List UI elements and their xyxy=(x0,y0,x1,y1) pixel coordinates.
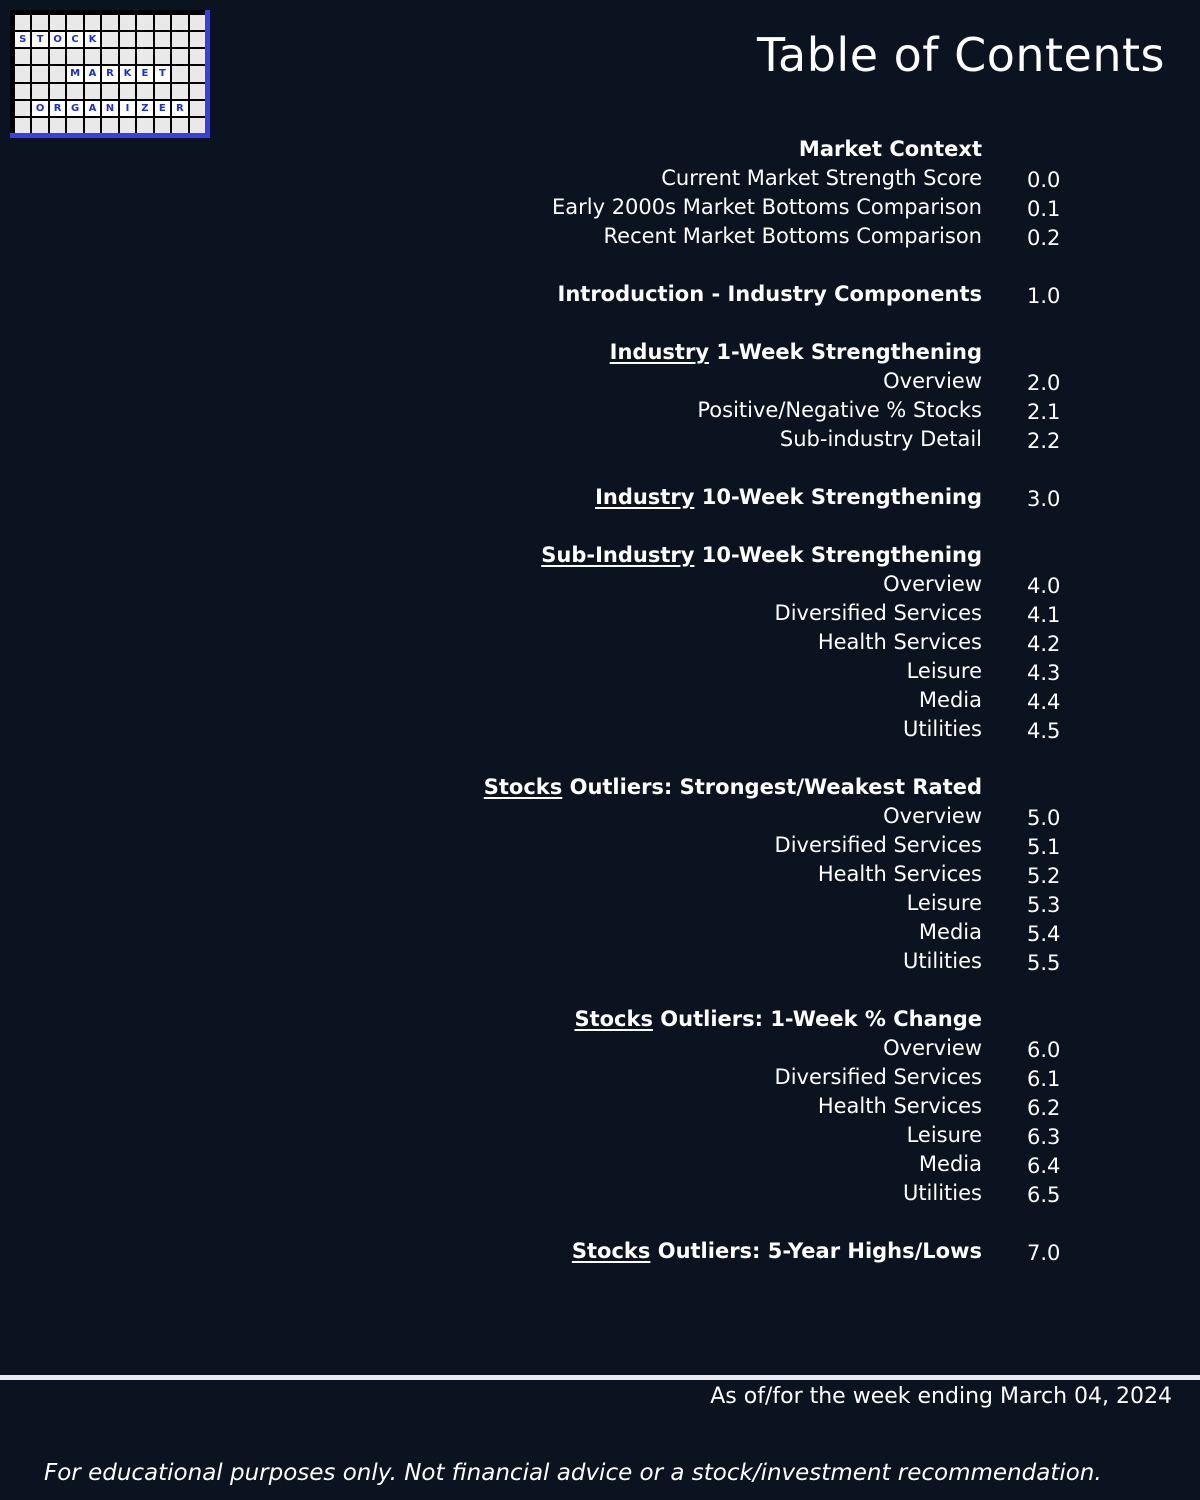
toc-entry[interactable] xyxy=(0,918,1200,947)
toc-entry-number: 5.4 xyxy=(1027,922,1061,946)
toc-entry-label: Diversified Services xyxy=(774,1065,982,1089)
toc-entry[interactable] xyxy=(0,860,1200,889)
toc-entry-number: 5.1 xyxy=(1027,835,1061,859)
logo-blank-cell xyxy=(67,49,82,64)
logo-blank-cell xyxy=(190,84,205,99)
toc-entry-label: Leisure xyxy=(906,659,982,683)
toc-entry[interactable] xyxy=(0,222,1200,251)
logo-blank-cell xyxy=(190,15,205,30)
toc-entry[interactable] xyxy=(0,425,1200,454)
logo-blank-cell xyxy=(85,15,100,30)
toc-entry-number: 4.3 xyxy=(1027,661,1061,685)
toc-entry[interactable] xyxy=(0,947,1200,976)
logo-blank-cell xyxy=(120,49,135,64)
toc-entry-label: Utilities xyxy=(902,1181,982,1205)
toc-entry-label: Health Services xyxy=(817,862,982,886)
logo-blank-cell xyxy=(137,84,152,99)
disclaimer: For educational purposes only. Not financial advice or a stock/investment recommendation. xyxy=(44,1460,1102,1486)
toc-entry-number: 5.0 xyxy=(1027,806,1061,830)
toc-heading-label xyxy=(610,338,982,367)
toc-heading-label xyxy=(799,135,982,164)
logo-blank-cell xyxy=(67,84,82,99)
toc-entry-label: Media xyxy=(918,688,982,712)
section-spacer xyxy=(0,309,1200,338)
toc-entry-number: 4.2 xyxy=(1027,632,1061,656)
logo-letter-cell: T xyxy=(155,66,170,81)
toc-entry-label: Leisure xyxy=(906,1123,982,1147)
toc-section-number: 3.0 xyxy=(1027,487,1061,511)
toc-entry-number: 4.5 xyxy=(1027,719,1061,743)
logo-blank-cell xyxy=(15,84,30,99)
toc-heading-label xyxy=(484,773,982,802)
page-title: Table of Contents xyxy=(757,28,1165,82)
logo-letter-grid xyxy=(15,15,205,133)
toc-heading-underlined-term: Stocks xyxy=(483,775,563,799)
toc-section-heading[interactable] xyxy=(0,1005,1200,1034)
toc-entry[interactable] xyxy=(0,1063,1200,1092)
logo-letter-cell: A xyxy=(85,101,100,116)
logo-blank-cell xyxy=(172,15,187,30)
logo-blank-cell xyxy=(32,66,47,81)
toc-entry[interactable] xyxy=(0,715,1200,744)
toc-heading-text: 1-Week Strengthening xyxy=(709,340,982,364)
toc-entry[interactable] xyxy=(0,396,1200,425)
toc-entry-label: Overview xyxy=(883,1036,982,1060)
logo-blank-cell xyxy=(50,15,65,30)
logo-letter-cell: G xyxy=(67,101,82,116)
section-spacer xyxy=(0,251,1200,280)
logo-blank-cell xyxy=(172,66,187,81)
toc-entry-label: Media xyxy=(918,920,982,944)
logo-blank-cell xyxy=(50,49,65,64)
logo-blank-cell xyxy=(190,66,205,81)
toc-entry-label: Early 2000s Market Bottoms Comparison xyxy=(551,195,982,219)
section-spacer xyxy=(0,1208,1200,1237)
toc-entry-label: Positive/Negative % Stocks xyxy=(697,398,982,422)
logo-blank-cell xyxy=(50,66,65,81)
toc-section-heading[interactable] xyxy=(0,280,1200,309)
logo-letter-cell: K xyxy=(85,32,100,47)
toc-section-heading[interactable] xyxy=(0,541,1200,570)
logo-blank-cell xyxy=(32,84,47,99)
toc-entry-label: Sub-industry Detail xyxy=(779,427,982,451)
toc-entry-number: 2.1 xyxy=(1027,400,1061,424)
toc-entry[interactable] xyxy=(0,686,1200,715)
logo-blank-cell xyxy=(32,118,47,133)
logo-blank-cell xyxy=(120,118,135,133)
toc-heading-label xyxy=(541,541,982,570)
toc-entry[interactable] xyxy=(0,570,1200,599)
logo-blank-cell xyxy=(155,32,170,47)
logo-blank-cell xyxy=(120,84,135,99)
toc-entry-label: Overview xyxy=(883,804,982,828)
toc-section-number: 1.0 xyxy=(1027,284,1061,308)
logo-letter-cell: E xyxy=(155,101,170,116)
section-spacer xyxy=(0,454,1200,483)
toc-entry-label: Diversified Services xyxy=(774,601,982,625)
logo-letter-cell: S xyxy=(15,32,30,47)
logo-blank-cell xyxy=(50,84,65,99)
logo-blank-cell xyxy=(67,15,82,30)
toc-entry-label: Overview xyxy=(883,572,982,596)
logo-letter-cell: N xyxy=(102,101,117,116)
toc-entry-number: 6.4 xyxy=(1027,1154,1061,1178)
logo-blank-cell xyxy=(172,118,187,133)
toc-entry-number: 6.2 xyxy=(1027,1096,1061,1120)
logo-blank-cell xyxy=(120,15,135,30)
logo-blank-cell xyxy=(32,15,47,30)
toc-entry-number: 5.5 xyxy=(1027,951,1061,975)
logo-letter-cell: K xyxy=(120,66,135,81)
toc-heading-underlined-term: Sub-Industry xyxy=(541,543,695,567)
toc-heading-underlined-term: Industry xyxy=(595,485,695,509)
logo-blank-cell xyxy=(15,66,30,81)
toc-entry-label: Utilities xyxy=(902,717,982,741)
logo-blank-cell xyxy=(32,49,47,64)
toc-heading-underlined-term: Industry xyxy=(609,340,710,364)
toc-entry-number: 0.1 xyxy=(1027,197,1061,221)
logo-blank-cell xyxy=(172,49,187,64)
logo-blank-cell xyxy=(190,101,205,116)
toc-entry[interactable] xyxy=(0,1092,1200,1121)
toc-entry-number: 2.0 xyxy=(1027,371,1061,395)
toc-entry[interactable] xyxy=(0,831,1200,860)
table-of-contents xyxy=(0,135,1200,1266)
logo-blank-cell xyxy=(172,84,187,99)
toc-entry-label: Utilities xyxy=(902,949,982,973)
section-spacer xyxy=(0,512,1200,541)
toc-entry-label: Diversified Services xyxy=(774,833,982,857)
toc-entry-number: 6.1 xyxy=(1027,1067,1061,1091)
logo-blank-cell xyxy=(137,15,152,30)
toc-entry-number: 5.3 xyxy=(1027,893,1061,917)
toc-entry-number: 2.2 xyxy=(1027,429,1061,453)
section-spacer xyxy=(0,744,1200,773)
logo-letter-cell: Z xyxy=(137,101,152,116)
logo-letter-cell: C xyxy=(67,32,82,47)
logo-blank-cell xyxy=(85,49,100,64)
logo-blank-cell xyxy=(155,49,170,64)
logo-blank-cell xyxy=(85,84,100,99)
toc-entry[interactable] xyxy=(0,164,1200,193)
toc-heading-text: Outliers: 5-Year Highs/Lows xyxy=(650,1239,982,1263)
logo-blank-cell xyxy=(190,49,205,64)
logo-letter-cell: R xyxy=(172,101,187,116)
toc-entry-number: 6.3 xyxy=(1027,1125,1061,1149)
toc-heading-underlined-term: Stocks xyxy=(574,1007,653,1031)
stock-market-organizer-logo xyxy=(10,10,210,138)
toc-heading-underlined-term: Stocks xyxy=(571,1239,651,1263)
logo-blank-cell xyxy=(172,32,187,47)
toc-heading-text: 10-Week Strengthening xyxy=(694,543,982,567)
logo-blank-cell xyxy=(155,15,170,30)
toc-entry-number: 4.1 xyxy=(1027,603,1061,627)
section-spacer xyxy=(0,976,1200,1005)
logo-blank-cell xyxy=(85,118,100,133)
toc-heading-label xyxy=(574,1005,982,1034)
logo-blank-cell xyxy=(102,32,117,47)
logo-blank-cell xyxy=(15,101,30,116)
logo-letter-cell: I xyxy=(120,101,135,116)
logo-blank-cell xyxy=(15,118,30,133)
toc-entry-number: 0.0 xyxy=(1027,168,1061,192)
toc-entry[interactable] xyxy=(0,1150,1200,1179)
toc-heading-text: Outliers: 1-Week % Change xyxy=(652,1007,982,1031)
toc-section-heading[interactable] xyxy=(0,135,1200,164)
toc-entry-number: 4.4 xyxy=(1027,690,1061,714)
toc-heading-text: Outliers: Strongest/Weakest Rated xyxy=(562,775,982,799)
toc-heading-label xyxy=(572,1237,982,1266)
toc-entry[interactable] xyxy=(0,193,1200,222)
logo-letter-cell: O xyxy=(50,32,65,47)
logo-blank-cell xyxy=(155,84,170,99)
logo-blank-cell xyxy=(50,118,65,133)
logo-blank-cell xyxy=(15,15,30,30)
logo-letter-cell: R xyxy=(102,66,117,81)
toc-section-heading[interactable] xyxy=(0,338,1200,367)
toc-entry-label: Health Services xyxy=(817,630,982,654)
toc-entry[interactable] xyxy=(0,599,1200,628)
logo-blank-cell xyxy=(137,118,152,133)
toc-entry-number: 0.2 xyxy=(1027,226,1061,250)
toc-entry-label: Leisure xyxy=(906,891,982,915)
toc-entry[interactable] xyxy=(0,657,1200,686)
logo-letter-cell: A xyxy=(85,66,100,81)
toc-entry[interactable] xyxy=(0,802,1200,831)
logo-blank-cell xyxy=(102,15,117,30)
toc-entry-label: Recent Market Bottoms Comparison xyxy=(603,224,982,248)
logo-blank-cell xyxy=(137,49,152,64)
logo-letter-cell: E xyxy=(137,66,152,81)
toc-section-heading[interactable] xyxy=(0,773,1200,802)
logo-letter-cell: R xyxy=(50,101,65,116)
toc-entry[interactable] xyxy=(0,367,1200,396)
logo-blank-cell xyxy=(120,32,135,47)
toc-heading-text: Introduction - Industry Components xyxy=(557,282,982,306)
toc-entry-label: Current Market Strength Score xyxy=(661,166,982,190)
toc-entry[interactable] xyxy=(0,628,1200,657)
logo-blank-cell xyxy=(137,32,152,47)
logo-blank-cell xyxy=(15,49,30,64)
footer-divider xyxy=(0,1375,1200,1380)
as-of-date: As of/for the week ending March 04, 2024 xyxy=(710,1384,1172,1409)
toc-entry[interactable] xyxy=(0,889,1200,918)
toc-entry-number: 4.0 xyxy=(1027,574,1061,598)
logo-blank-cell xyxy=(102,118,117,133)
toc-heading-label xyxy=(558,280,982,309)
toc-entry-label: Media xyxy=(918,1152,982,1176)
toc-entry[interactable] xyxy=(0,1121,1200,1150)
logo-blank-cell xyxy=(67,118,82,133)
toc-section-number: 7.0 xyxy=(1027,1241,1061,1265)
toc-section-heading[interactable] xyxy=(0,483,1200,512)
logo-letter-cell: T xyxy=(32,32,47,47)
toc-section-heading[interactable] xyxy=(0,1237,1200,1266)
logo-blank-cell xyxy=(102,49,117,64)
toc-heading-text: Market Context xyxy=(798,137,982,161)
toc-heading-text: 10-Week Strengthening xyxy=(694,485,982,509)
logo-blank-cell xyxy=(155,118,170,133)
toc-entry-label: Health Services xyxy=(817,1094,982,1118)
logo-blank-cell xyxy=(190,32,205,47)
toc-entry-number: 6.0 xyxy=(1027,1038,1061,1062)
toc-heading-label xyxy=(595,483,982,512)
logo-letter-cell: M xyxy=(67,66,82,81)
toc-entry[interactable] xyxy=(0,1034,1200,1063)
toc-entry-label: Overview xyxy=(883,369,982,393)
toc-entry-number: 6.5 xyxy=(1027,1183,1061,1207)
logo-letter-cell: O xyxy=(32,101,47,116)
toc-entry[interactable] xyxy=(0,1179,1200,1208)
logo-blank-cell xyxy=(190,118,205,133)
logo-blank-cell xyxy=(102,84,117,99)
toc-entry-number: 5.2 xyxy=(1027,864,1061,888)
